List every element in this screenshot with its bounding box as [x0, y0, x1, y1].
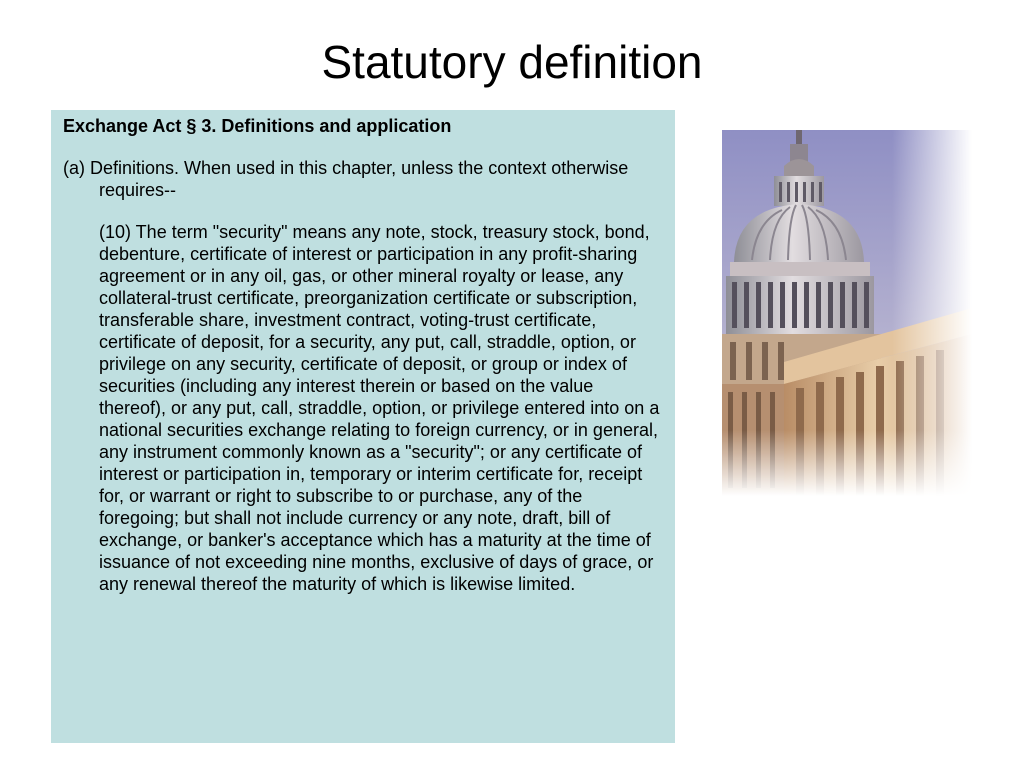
definition-heading: Exchange Act § 3. Definitions and application — [63, 116, 452, 136]
definition-paragraph-a: (a) Definitions. When used in this chapter, unless the context otherwise requires-- — [63, 158, 629, 200]
definition-text-box — [51, 110, 675, 743]
definition-paragraph-10: (10) The term "security" means any note, stock, treasury stock, bond, debenture, certificate of interest or participation in any profit-sharing agreement or in any oil, gas, or other mineral royalty or lease, any collateral-trust certificate, preorganization certificate or subscription, transferable share, investment contract, voting-trust certificate, certificate of deposit, for a security, any put, call, straddle, option, or privilege on any security, certificate of deposit, or group or index of securities (including any interest therein or based on the value thereof), or any put, call, straddle, option, or privilege entered into on a national securities exchange relating to foreign currency, or in general, any instrument commonly known as a "security"; or any certificate of interest or participation in, temporary or interim certificate for, receipt for, or warrant or right to subscribe to or purchase, any of the foregoing; but shall not include currency or any note, draft, bill of exchange, or banker's acceptance which has a maturity at the time of issuance of not exceeding nine months, exclusive of days of grace, or any renewal thereof the maturity of which is likewise limited. — [99, 222, 660, 594]
slide-title: Statutory definition — [321, 36, 703, 88]
capitol-building-icon — [722, 130, 972, 496]
